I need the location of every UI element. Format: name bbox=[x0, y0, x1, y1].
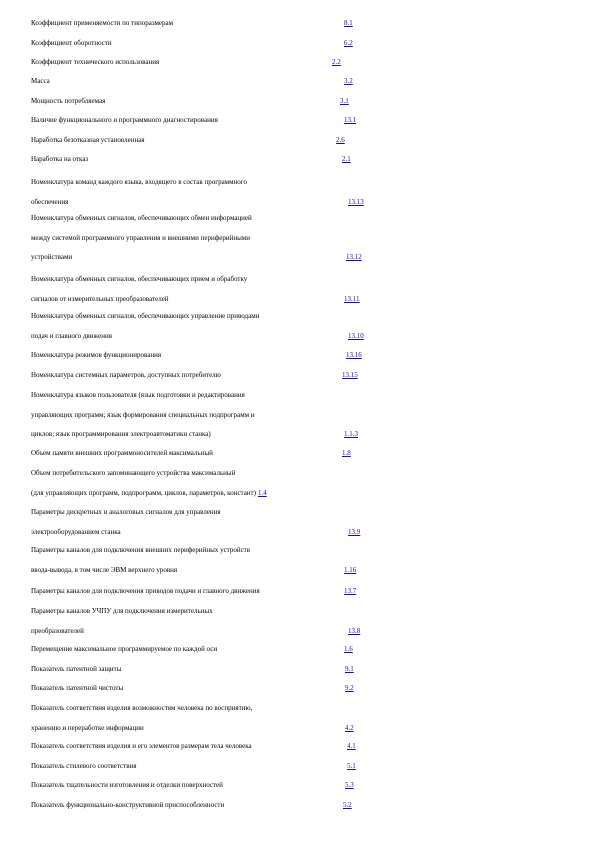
index-entry-line: электрооборудованием станка bbox=[31, 528, 121, 536]
section-reference-link[interactable]: 13.16 bbox=[346, 351, 362, 359]
index-entry-line: Мощность потребляемая bbox=[31, 97, 106, 105]
section-reference-link[interactable]: 13.13 bbox=[348, 198, 364, 206]
section-reference-link[interactable]: 13.7 bbox=[344, 587, 357, 595]
index-entry-line: сигналов от измерительных преобразователей bbox=[31, 295, 169, 303]
section-reference-link[interactable]: 8.1 bbox=[344, 19, 353, 27]
section-reference-link[interactable]: 4.2 bbox=[345, 724, 354, 732]
index-entry-line: Параметры каналов УЧПУ для подключения измерительных bbox=[31, 607, 213, 615]
index-entry-line: ввода-вывода, в том числе ЭВМ верхнего уровня bbox=[31, 566, 178, 574]
section-reference-link[interactable]: 1.6 bbox=[344, 645, 353, 653]
index-entry-line: Номенклатура обменных сигналов, обеспечивающих прием и обработку bbox=[31, 275, 248, 283]
section-reference-link[interactable]: 3.2 bbox=[344, 77, 353, 85]
section-reference-link[interactable]: 2.2 bbox=[332, 58, 341, 66]
index-entry-line: Номенклатура обменных сигналов, обеспечивающих управление приводами bbox=[31, 312, 260, 320]
section-reference-link[interactable]: 13.12 bbox=[346, 253, 362, 261]
index-entry-line: подач и главного движения bbox=[31, 332, 112, 340]
index-entry-line: Параметры дискретных и аналоговых сигналов для управления bbox=[31, 508, 221, 516]
index-entry-line: Коэффициент технического использования bbox=[31, 58, 160, 66]
index-entry-line: Масса bbox=[31, 77, 50, 85]
index-entry-line: Наличие функционального и программного диагностирования bbox=[31, 116, 218, 124]
section-reference-link[interactable]: 9.2 bbox=[345, 684, 354, 692]
index-entry-line: Коэффициент применяемости по типоразмерам bbox=[31, 19, 174, 27]
section-reference-link[interactable]: 9.1 bbox=[345, 665, 354, 673]
section-reference-link[interactable]: 6.2 bbox=[344, 39, 353, 47]
index-entry-line: Номенклатура команд каждого языка, входящего в состав программного bbox=[31, 178, 247, 186]
index-entry-line: управляющих программ; язык формирования специальных подпрограмм и bbox=[31, 411, 255, 419]
index-entry-line: Параметры каналов для подключения внешних периферийных устройств bbox=[31, 546, 251, 554]
index-entry-line: Показатель стилевого соответствия bbox=[31, 762, 137, 770]
index-entry-line: циклов; язык программирования электроавтоматики станка) bbox=[31, 430, 211, 438]
section-reference-link[interactable]: 1.4 bbox=[257, 489, 267, 497]
index-entry-line: Наработка безотказная установленная bbox=[31, 136, 145, 144]
section-reference-link[interactable]: 13.8 bbox=[348, 627, 361, 635]
index-entry-line: Показатель функционально-конструктивной приспособленности bbox=[31, 801, 225, 809]
section-reference-link[interactable]: 13.11 bbox=[344, 295, 360, 303]
section-reference-link[interactable]: 2.1 bbox=[342, 155, 351, 163]
index-entry-line: Номенклатура режимов функционирования bbox=[31, 351, 162, 359]
index-entry-line: Параметры каналов для подключения приводов подачи и главного движения bbox=[31, 587, 260, 595]
index-entry-line: Коэффициент оборотности bbox=[31, 39, 112, 47]
section-reference-link[interactable]: 4.1 bbox=[347, 742, 356, 750]
section-reference-link[interactable]: 1.1.3 bbox=[344, 430, 358, 438]
index-entry-line: (для управляющих программ, подпрограмм, циклов, параметров, констант) 1.4 bbox=[31, 489, 267, 497]
section-reference-link[interactable]: 5.3 bbox=[345, 781, 354, 789]
section-reference-link[interactable]: 5.1 bbox=[347, 762, 356, 770]
index-entry-line: Показатель соответствия изделия возможностям человека по восприятию, bbox=[31, 704, 253, 712]
section-reference-link[interactable]: 1.8 bbox=[342, 449, 351, 457]
index-entry-line: преобразователей bbox=[31, 627, 84, 635]
index-entry-line: Объем памяти внешних программоносителей максимальный bbox=[31, 449, 213, 457]
index-entry-line: хранению и переработке информации bbox=[31, 724, 144, 732]
section-reference-link[interactable]: 13.10 bbox=[348, 332, 364, 340]
index-entry-line: Перемещение максимальное программируемое по каждой оси bbox=[31, 645, 218, 653]
index-entry-line: Наработка на отказ bbox=[31, 155, 89, 163]
index-entry-line: обеспечения bbox=[31, 198, 69, 206]
index-entry-line: Номенклатура системных параметров, доступных потребителю bbox=[31, 371, 221, 379]
section-reference-link[interactable]: 13.15 bbox=[342, 371, 358, 379]
index-entry-line: Номенклатура языков пользователя (язык подготовки и редактирования bbox=[31, 391, 245, 399]
index-entry-line: Показатель соответствия изделия и его элементов размерам тела человека bbox=[31, 742, 252, 750]
section-reference-link[interactable]: 2.6 bbox=[336, 136, 345, 144]
section-reference-link[interactable]: 1.16 bbox=[344, 566, 357, 574]
index-entry-line: Показатель патентной чистоты bbox=[31, 684, 124, 692]
index-entry-line: устройствами bbox=[31, 253, 73, 261]
index-entry-line: Показатель патентной защиты bbox=[31, 665, 122, 673]
index-entry-line: Объем потребительского запоминающего устройства максимальный bbox=[31, 469, 236, 477]
section-reference-link[interactable]: 13.9 bbox=[348, 528, 361, 536]
index-entry-line: Показатель тщательности изготовления и отделки поверхностей bbox=[31, 781, 223, 789]
section-reference-link[interactable]: 3.1 bbox=[340, 97, 349, 105]
index-entry-line: между системой программного управления и внешними периферийными bbox=[31, 234, 250, 242]
section-reference-link[interactable]: 13.1 bbox=[344, 116, 357, 124]
index-entry-line: Номенклатура обменных сигналов, обеспечивающих обмен информацией bbox=[31, 214, 252, 222]
section-reference-link[interactable]: 5.2 bbox=[343, 801, 352, 809]
